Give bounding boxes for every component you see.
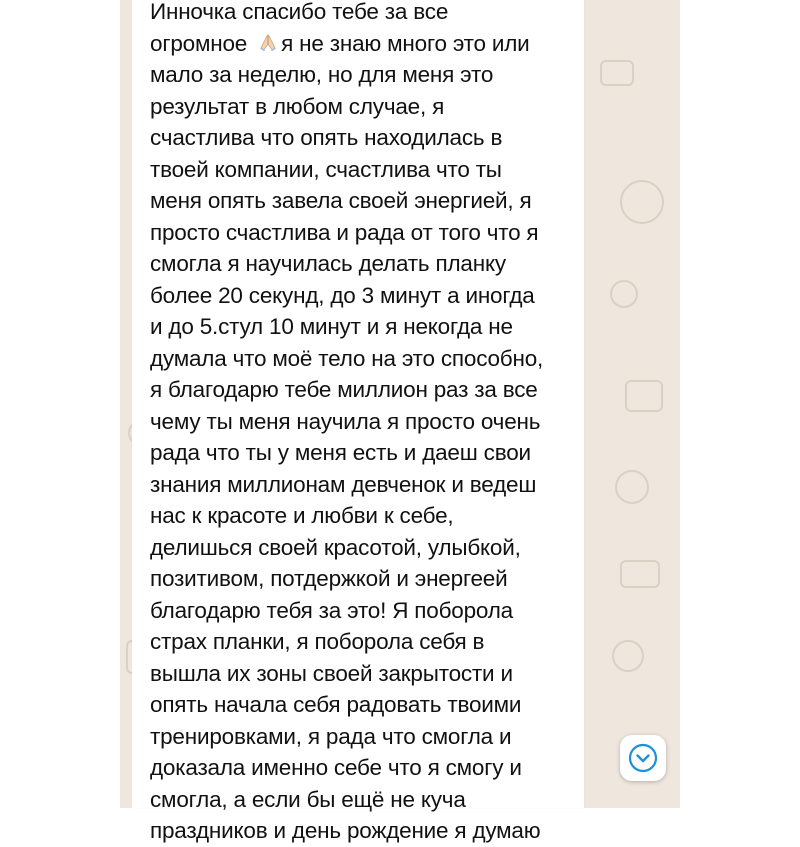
wallpaper-doodle (620, 560, 660, 588)
message-line: думала что моё тело на это способно, (150, 345, 544, 371)
wallpaper-doodle (600, 60, 634, 86)
wallpaper-doodle (625, 380, 663, 412)
message-line: счастлива что опять находилась в (150, 125, 503, 150)
message-line-part: огромное (150, 30, 254, 56)
message-line: более 20 секунд, до 3 минут а иногда (150, 282, 535, 308)
message-line: делишься своей красотой, улыбкой, (150, 534, 521, 560)
message-line: Инночка спасибо тебе за все (150, 0, 449, 24)
message-line: позитивом, потдержкой и энергеей (150, 566, 508, 591)
message-line: благодарю тебя за это! Я поборола (150, 597, 513, 623)
message-line: мало за неделю, но для меня это (150, 62, 494, 87)
wallpaper-doodle (615, 470, 649, 504)
message-line-part: я не знаю много это или (281, 30, 530, 56)
message-line: тренировками, я рада что смогла и (150, 723, 512, 749)
message-text (150, 0, 580, 847)
message-line: меня опять завела своей энергией, я (150, 188, 532, 213)
message-line: смогла, а если бы ещё не куча (150, 786, 466, 812)
message-line: чему ты меня научила я просто очень (150, 408, 541, 434)
message-line: опять начала себя радовать твоими (150, 692, 522, 717)
message-line: смогла я научилась делать планку (150, 251, 506, 276)
scroll-to-bottom-button[interactable] (620, 735, 666, 781)
message-line: нас к красоте и любви к себе, (150, 503, 454, 528)
message-line: доказала именно себе что я смогу и (150, 755, 522, 780)
message-line: и до 5.стул 10 минут и я некогда не (150, 314, 513, 339)
message-line: просто счастлива и рада от того что я (150, 219, 539, 245)
message-line: я благодарю тебе миллион раз за все (150, 377, 538, 402)
wallpaper-doodle (612, 640, 644, 672)
wallpaper-doodle (610, 280, 638, 308)
wallpaper-doodle (620, 180, 664, 224)
message-line: результат в любом случае, я (150, 93, 445, 119)
message-line: твоей компании, счастлива что ты (150, 156, 502, 182)
message-line: вышла их зоны своей закрытости и (150, 660, 513, 686)
chevron-down-icon (627, 742, 659, 774)
message-line: праздников и день рождение я думаю (150, 818, 541, 843)
message-line: страх планки, я поборола себя в (150, 629, 485, 654)
folded-hands-icon (257, 32, 279, 54)
message-line (150, 28, 580, 60)
message-line: рада что ты у меня есть и даеш свои (150, 440, 531, 465)
message-line: знания миллионам девченок и ведеш (150, 471, 537, 497)
